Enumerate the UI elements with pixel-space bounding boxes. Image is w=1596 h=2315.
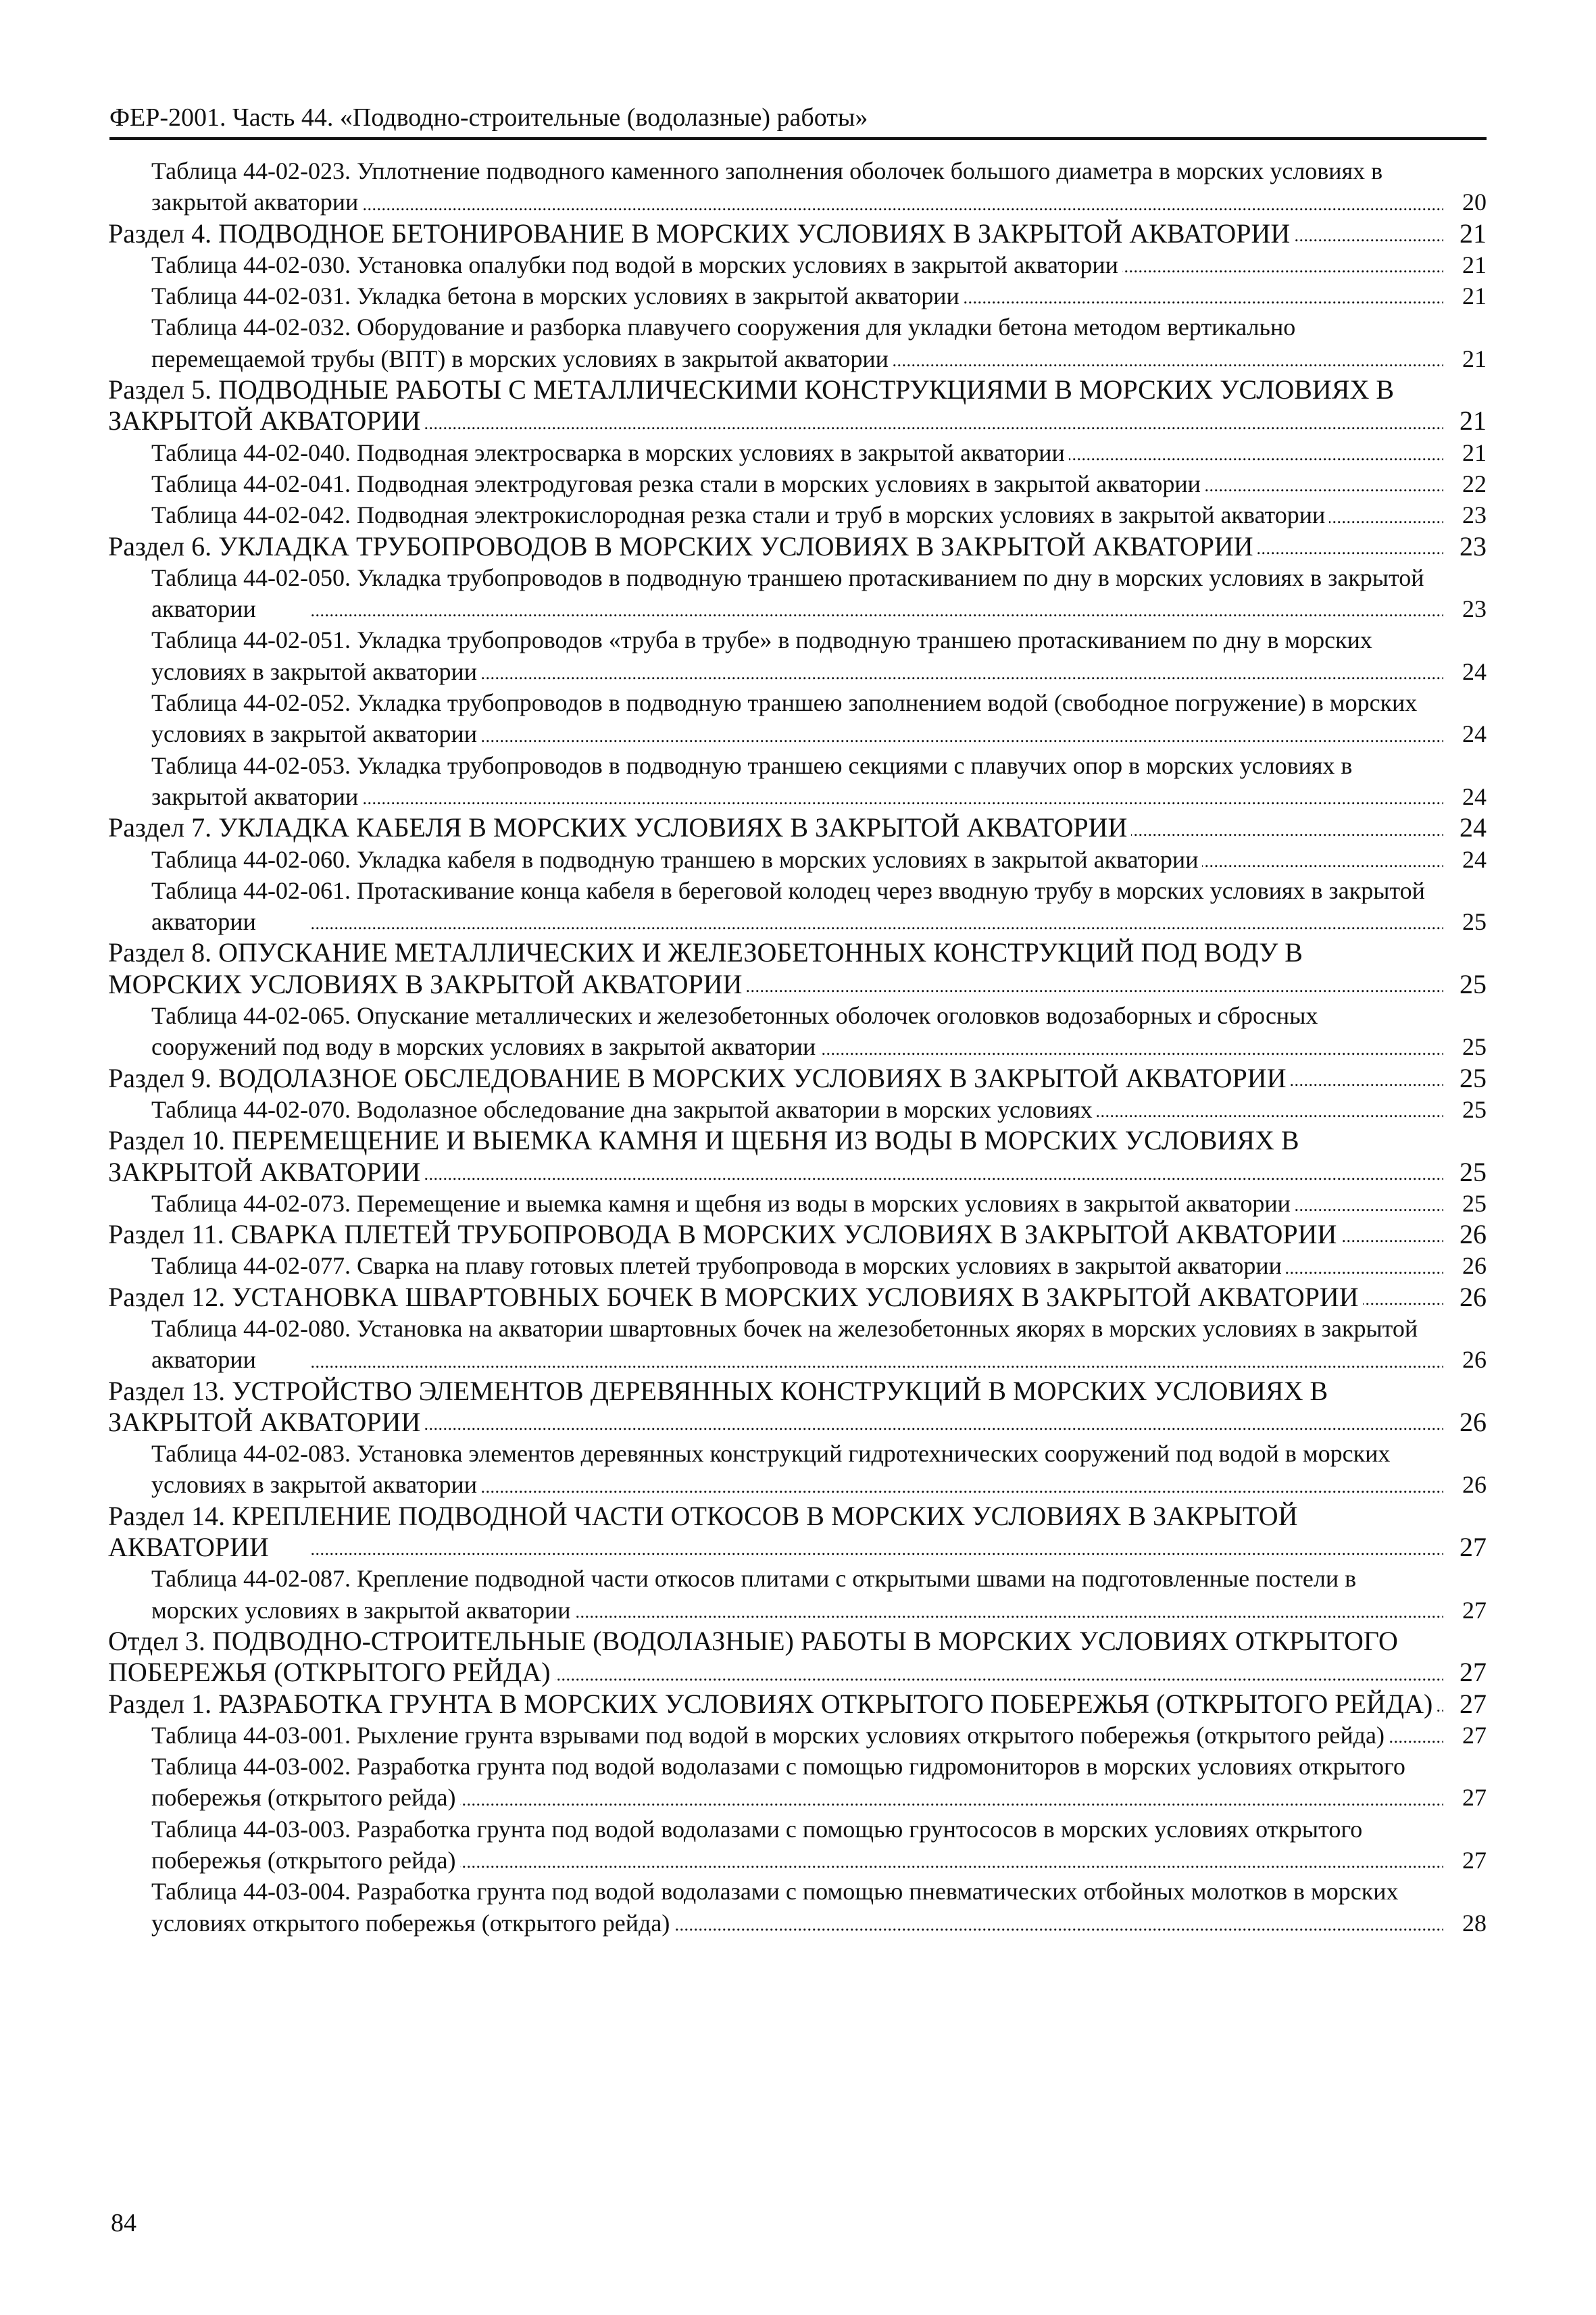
toc-entry-line [151,1563,1487,1626]
toc-page-number: 27 [1443,1782,1487,1813]
toc-page-number: 26 [1443,1282,1487,1313]
toc-page-number: 22 [1443,468,1487,499]
toc-entry-line [108,937,1487,1000]
toc-page-number: 24 [1443,718,1487,749]
toc-entry-line [151,624,1487,687]
toc-entry-line [151,1876,1487,1939]
toc-entry-line [151,1751,1487,1814]
toc-table-entry [108,155,1487,218]
toc-entry-line [108,1063,1487,1094]
toc-entry-title: Таблица 44-02-042. Подводная электрокислородная резка стали и труб в морских условиях в закрытой акватории [151,501,1329,528]
toc-entry-title: Таблица 44-02-080. Установка на акватории швартовных бочек на железобетонных якорях в морских условиях в закрытой акватории [151,1314,1418,1374]
toc-entry-line [151,1438,1487,1501]
toc-entry-title: Таблица 44-02-051. Укладка трубопроводов «труба в трубе» в подводную траншею протаскиванием по дну в морских условиях в закрытой акватории [151,626,1372,685]
toc-entry-title: Таблица 44-02-041. Подводная электродуговая резка стали в морских условиях в закрытой акватории [151,470,1205,497]
toc-table-entry [108,562,1487,625]
toc-entry-line [151,750,1487,813]
toc-page-number: 25 [1443,1031,1487,1062]
toc-section-entry [108,531,1487,562]
toc-table-entry [108,1188,1487,1219]
toc-table-entry [108,1250,1487,1281]
toc-section-entry [108,374,1487,437]
toc-table-entry [108,687,1487,750]
toc-entry-title: Таблица 44-02-070. Водолазное обследование дна закрытой акватории в морских условиях [151,1096,1097,1123]
toc-table-entry [108,499,1487,530]
toc-page-number: 23 [1443,593,1487,624]
toc-entry-title: Раздел 1. РАЗРАБОТКА ГРУНТА В МОРСКИХ УСЛОВИЯХ ОТКРЫТОГО ПОБЕРЕЖЬЯ (ОТКРЫТОГО РЕЙДА) [108,1689,1437,1719]
toc-page-number: 27 [1443,1689,1487,1720]
toc-entry-title: Таблица 44-02-083. Установка элементов деревянных конструкций гидротехнических сооружений под водой в морских условиях в закрытой акватории [151,1440,1391,1499]
toc-entry-title: Раздел 14. КРЕПЛЕНИЕ ПОДВОДНОЙ ЧАСТИ ОТКОСОВ В МОРСКИХ УСЛОВИЯХ В ЗАКРЫТОЙ АКВАТОРИИ [108,1500,1298,1563]
toc-entry-title: Таблица 44-02-030. Установка опалубки под водой в морских условиях в закрытой акватории [151,251,1122,278]
toc-entry-line [151,1313,1487,1376]
toc-page-number: 21 [1443,405,1487,437]
toc-entry-line [108,374,1487,437]
toc-entry-title: Раздел 5. ПОДВОДНЫЕ РАБОТЫ С МЕТАЛЛИЧЕСКИМИ КОНСТРУКЦИЯМИ В МОРСКИХ УСЛОВИЯХ В ЗАКРЫТОЙ АКВАТОРИИ [108,374,1395,437]
toc-entry-line [108,1689,1487,1720]
toc-page-number: 27 [1443,1595,1487,1626]
toc-entry-line [108,1626,1487,1689]
toc-entry-line [108,1501,1487,1564]
toc-table-entry [108,1751,1487,1814]
toc-section-entry [108,1125,1487,1188]
toc-page-number: 25 [1443,969,1487,1000]
toc-table-entry [108,312,1487,374]
toc-entry-line [151,249,1487,280]
toc-entry-line [151,437,1487,468]
toc-page-number: 26 [1443,1250,1487,1281]
toc-entry-line [151,312,1487,374]
toc-entry-line [151,1250,1487,1281]
toc-page-number: 26 [1443,1407,1487,1438]
toc-table-entry [108,437,1487,468]
toc-entry-title: Таблица 44-02-032. Оборудование и разборка плавучего сооружения для укладки бетона методом вертикально перемещаемой трубы (ВПТ) в морских условиях в закрытой акватории [151,314,1296,372]
toc-page-number: 24 [1443,656,1487,687]
page-number: 84 [111,2209,136,2237]
toc-entry-title: Раздел 9. ВОДОЛАЗНОЕ ОБСЛЕДОВАНИЕ В МОРСКИХ УСЛОВИЯХ В ЗАКРЫТОЙ АКВАТОРИИ [108,1063,1291,1093]
toc-table-entry [108,1313,1487,1376]
toc-entry-line [151,687,1487,750]
toc-entry-title: Таблица 44-02-061. Протаскивание конца кабеля в береговой колодец через вводную трубу в морских условиях в закрытой акватории [151,876,1425,936]
toc-entry-line [108,1282,1487,1313]
toc-entry-title: Раздел 7. УКЛАДКА КАБЕЛЯ В МОРСКИХ УСЛОВИЯХ В ЗАКРЫТОЙ АКВАТОРИИ [108,812,1131,843]
toc-table-entry [108,1876,1487,1939]
toc-page-number: 25 [1443,1063,1487,1094]
toc-page-number: 20 [1443,186,1487,218]
toc-entry-line [151,844,1487,875]
toc-table-entry [108,875,1487,938]
toc-table-entry [108,1814,1487,1876]
toc-entry-title: Таблица 44-02-040. Подводная электросварка в морских условиях в закрытой акватории [151,439,1069,466]
toc-entry-line [151,1094,1487,1125]
toc-section-entry [108,1063,1487,1094]
toc-page-number: 21 [1443,437,1487,468]
toc-entry-title: Таблица 44-02-050. Укладка трубопроводов в подводную траншею протаскиванием по дну в морских условиях в закрытой акватории [151,564,1424,623]
toc-page-number: 21 [1443,280,1487,312]
toc-entry-line [108,218,1487,249]
toc-page-number: 24 [1443,844,1487,875]
toc-entry-title: Отдел 3. ПОДВОДНО-СТРОИТЕЛЬНЫЕ (ВОДОЛАЗНЫЕ) РАБОТЫ В МОРСКИХ УСЛОВИЯХ ОТКРЫТОГО ПОБЕРЕЖЬЯ (ОТКРЫТОГО РЕЙДА) [108,1625,1398,1688]
toc-entry-line [108,1125,1487,1188]
toc-entry-title: Раздел 4. ПОДВОДНОЕ БЕТОНИРОВАНИЕ В МОРСКИХ УСЛОВИЯХ В ЗАКРЫТОЙ АКВАТОРИИ [108,218,1294,249]
toc-page-number: 27 [1443,1720,1487,1751]
toc-page-number: 25 [1443,906,1487,937]
toc-entry-line [151,468,1487,499]
toc-page-number: 26 [1443,1344,1487,1375]
toc-page-number: 25 [1443,1094,1487,1125]
toc-entry-line [108,531,1487,562]
toc-page-number: 21 [1443,218,1487,249]
toc-table-entry [108,249,1487,280]
toc-page-number: 24 [1443,781,1487,812]
toc-entry-line [151,562,1487,625]
toc-entry-title: Таблица 44-02-060. Укладка кабеля в подводную траншею в морских условиях в закрытой акватории [151,846,1202,873]
toc-table-entry [108,1094,1487,1125]
toc-section-entry [108,1376,1487,1439]
toc-section-entry [108,1282,1487,1313]
toc-section-entry [108,937,1487,1000]
toc-entry-line [151,499,1487,530]
toc-page-number: 27 [1443,1532,1487,1563]
toc-entry-title: Раздел 8. ОПУСКАНИЕ МЕТАЛЛИЧЕСКИХ И ЖЕЛЕЗОБЕТОННЫХ КОНСТРУКЦИЙ ПОД ВОДУ В МОРСКИХ УСЛОВИЯХ В ЗАКРЫТОЙ АКВАТОРИИ [108,937,1303,999]
toc-entry-title: Раздел 6. УКЛАДКА ТРУБОПРОВОДОВ В МОРСКИХ УСЛОВИЯХ В ЗАКРЫТОЙ АКВАТОРИИ [108,531,1257,562]
toc-table-entry [108,280,1487,312]
toc-entry-title: Таблица 44-02-087. Крепление подводной части откосов плитами с открытыми швами на подготовленные постели в морских условиях в закрытой акватории [151,1565,1357,1624]
toc-entry-line [151,875,1487,938]
toc-page-number: 26 [1443,1219,1487,1250]
toc-page-number: 27 [1443,1845,1487,1876]
toc-entry-title: Таблица 44-03-002. Разработка грунта под водой водолазами с помощью гидромониторов в морских условиях открытого побережья (открытого рейда) [151,1753,1405,1812]
toc-entry-title: Таблица 44-02-073. Перемещение и выемка камня и щебня из воды в морских условиях в закрытой акватории [151,1190,1295,1217]
toc-table-entry [108,844,1487,875]
toc-entry-line [151,155,1487,218]
header-rule [109,137,1487,140]
toc-table-entry [108,1563,1487,1626]
toc-entry-title: Раздел 10. ПЕРЕМЕЩЕНИЕ И ВЫЕМКА КАМНЯ И ЩЕБНЯ ИЗ ВОДЫ В МОРСКИХ УСЛОВИЯХ В ЗАКРЫТОЙ АКВАТОРИИ [108,1125,1299,1187]
toc-page-number: 28 [1443,1908,1487,1939]
toc-entry-title: Таблица 44-02-031. Укладка бетона в морских условиях в закрытой акватории [151,282,964,309]
toc-section-entry [108,1689,1487,1720]
toc-section-entry [108,1501,1487,1564]
toc-page-number: 25 [1443,1188,1487,1219]
toc-entry-line [151,1720,1487,1751]
toc-table-entry [108,1438,1487,1501]
toc-section-entry [108,1219,1487,1250]
toc-entry-line [151,280,1487,312]
table-of-contents [108,155,1487,1939]
toc-table-entry [108,1000,1487,1063]
toc-entry-title: Таблица 44-03-003. Разработка грунта под водой водолазами с помощью грунтососов в морских условиях открытого побережья (открытого рейда) [151,1815,1363,1874]
toc-entry-line [151,1000,1487,1063]
toc-page-number: 26 [1443,1469,1487,1500]
toc-entry-title: Таблица 44-03-001. Рыхление грунта взрывами под водой в морских условиях открытого побережья (открытого рейда) [151,1722,1389,1749]
toc-entry-title: Таблица 44-03-004. Разработка грунта под водой водолазами с помощью пневматических отбойных молотков в морских условиях открытого побережья (открытого рейда) [151,1878,1399,1937]
toc-page-number: 25 [1443,1157,1487,1188]
toc-page-number: 23 [1443,499,1487,530]
running-header: ФЕР-2001. Часть 44. «Подводно-строительные (водолазные) работы» [109,103,868,132]
toc-table-entry [108,468,1487,499]
toc-entry-line [108,1219,1487,1250]
toc-section-entry [108,812,1487,843]
toc-entry-title: Таблица 44-02-077. Сварка на плаву готовых плетей трубопровода в морских условиях в закрытой акватории [151,1252,1286,1279]
toc-entry-line [151,1814,1487,1876]
toc-entry-line [108,812,1487,843]
toc-entry-title: Таблица 44-02-023. Уплотнение подводного каменного заполнения оболочек большого диаметра в морских условиях в закрытой акватории [151,157,1383,216]
toc-table-entry [108,624,1487,687]
toc-entry-title: Таблица 44-02-065. Опускание металлических и железобетонных оболочек оголовков водозаборных и сбросных сооружений под воду в морских условиях в закрытой акватории [151,1002,1318,1061]
toc-page-number: 24 [1443,812,1487,843]
toc-page-number: 21 [1443,343,1487,374]
toc-page-number: 21 [1443,249,1487,280]
toc-entry-title: Таблица 44-02-053. Укладка трубопроводов в подводную траншею секциями с плавучих опор в морских условиях в закрытой акватории [151,751,1353,810]
toc-section-entry [108,218,1487,249]
toc-entry-title: Раздел 12. УСТАНОВКА ШВАРТОВНЫХ БОЧЕК В МОРСКИХ УСЛОВИЯХ В ЗАКРЫТОЙ АКВАТОРИИ [108,1282,1363,1312]
toc-section-entry [108,1626,1487,1689]
toc-entry-line [108,1376,1487,1439]
toc-entry-title: Раздел 11. СВАРКА ПЛЕТЕЙ ТРУБОПРОВОДА В МОРСКИХ УСЛОВИЯХ В ЗАКРЫТОЙ АКВАТОРИИ [108,1219,1341,1249]
toc-table-entry [108,750,1487,813]
toc-table-entry [108,1720,1487,1751]
toc-page-number: 23 [1443,531,1487,562]
toc-entry-title: Раздел 13. УСТРОЙСТВО ЭЛЕМЕНТОВ ДЕРЕВЯННЫХ КОНСТРУКЦИЙ В МОРСКИХ УСЛОВИЯХ В ЗАКРЫТОЙ АКВАТОРИИ [108,1375,1328,1437]
toc-entry-line [151,1188,1487,1219]
toc-page-number: 27 [1443,1657,1487,1688]
toc-entry-title: Таблица 44-02-052. Укладка трубопроводов в подводную траншею заполнением водой (свободное погружение) в морских условиях в закрытой акватории [151,689,1418,748]
